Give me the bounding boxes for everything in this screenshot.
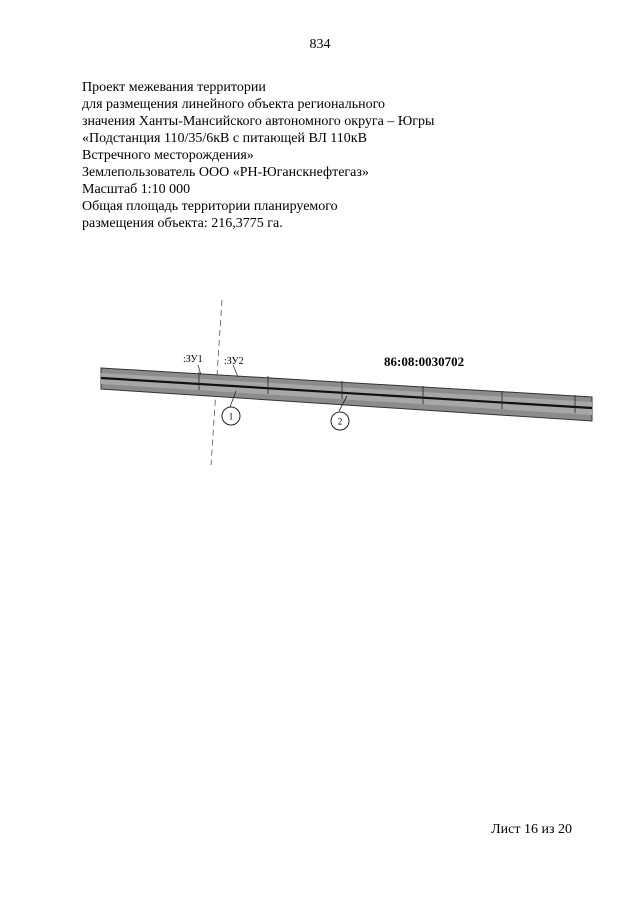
page-number: 834 [309,37,331,52]
point-marker-label: 2 [337,416,343,427]
map-drawing [0,295,640,475]
header-line: Масштаб 1:10 000 [82,182,191,197]
header-line: значения Ханты-Мансийского автономного округа – Югры [82,114,435,129]
header-line: Землепользователь ООО «РН-Юганскнефтегаз» [82,165,369,180]
cadastral-number: 86:08:0030702 [384,354,465,369]
header-line: «Подстанция 110/35/6кВ с питающей ВЛ 110кВ [82,131,367,146]
header-line: размещения объекта: 216,3775 га. [82,216,283,231]
sheet-number: Лист 16 из 20 [491,822,572,837]
boundary-map [0,295,640,475]
parcel-label-zu2: :ЗУ2 [224,356,244,367]
header-line: Общая площадь территории планируемого [82,199,338,214]
point-marker-1 [222,407,240,425]
header-line: для размещения линейного объекта регионального [82,97,386,112]
header-line: Встречного месторождения» [82,148,254,163]
point-marker-2 [331,412,349,430]
project-header [82,79,434,232]
parcel-label-zu1: :ЗУ1 [183,354,203,365]
header-line: Проект межевания территории [82,80,266,95]
point-marker-label: 1 [228,411,234,422]
